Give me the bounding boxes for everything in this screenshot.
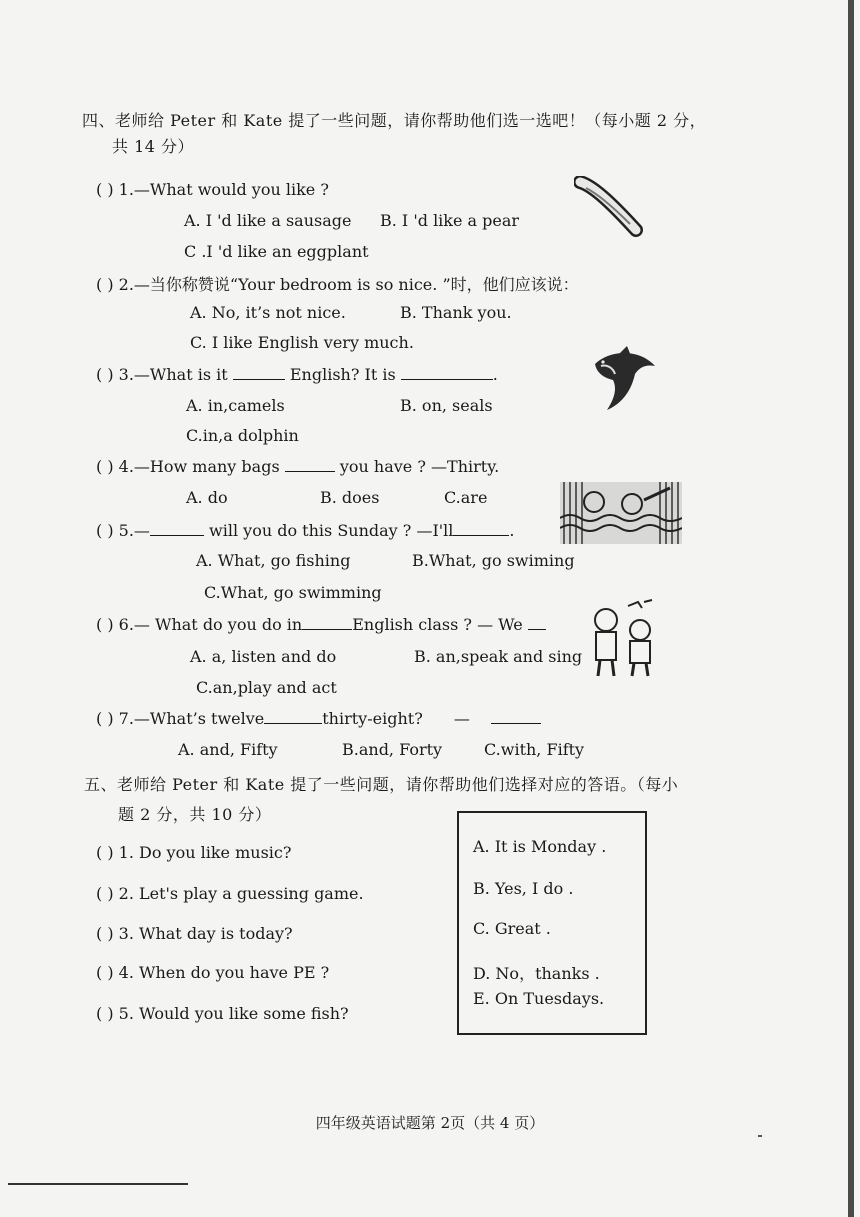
scan-edge-shadow <box>848 0 854 1217</box>
q4-2-stem: ( ) 2.—当你称赞说“Your bedroom is so nice. ”时，他们应该说： <box>96 275 579 294</box>
q4-7-option-a: A. and, Fifty <box>178 740 278 759</box>
answer-e: E. On Tuesdays. <box>473 989 605 1008</box>
q4-5-blank-2[interactable] <box>453 521 509 536</box>
answer-c: C. Great . <box>473 919 551 938</box>
q4-3-stem-part1: ( ) 3.—What is it <box>96 365 228 384</box>
q4-7-option-b: B.and, Forty <box>342 740 443 759</box>
q5-2: ( ) 2. Let's play a guessing game. <box>96 884 364 903</box>
q4-7-blank-2[interactable] <box>491 709 541 724</box>
q4-3-stem-part2: English? It is <box>289 365 396 384</box>
q4-5-stem-part2: will you do this Sunday ? —I'll <box>209 521 454 540</box>
answer-b: B. Yes, I do . <box>473 879 574 898</box>
q4-6-option-b: B. an,speak and sing <box>414 647 583 666</box>
q4-2-option-a: A. No, it’s not nice. <box>190 303 346 322</box>
dolphin-illustration <box>585 344 661 414</box>
q4-1-stem: ( ) 1.—What would you like ? <box>96 180 329 199</box>
q4-3-option-b: B. on, seals <box>400 396 493 415</box>
q4-4-blank[interactable] <box>285 457 335 472</box>
q4-5-option-c: C.What, go swimming <box>204 583 382 602</box>
section5-title-line1: 五、老师给 Peter 和 Kate 提了一些问题，请你帮助他们选择对应的答语。（每小 <box>84 775 679 794</box>
q4-1-option-b: B. I 'd like a pear <box>380 211 520 230</box>
kids-singing-illustration <box>584 596 664 680</box>
answer-options-box <box>457 811 647 1035</box>
q4-4-stem-part1: ( ) 4.—How many bags <box>96 457 280 476</box>
q4-5-stem <box>96 521 515 540</box>
q4-3-blank-2[interactable] <box>401 365 493 380</box>
q4-7-option-c: C.with, Fifty <box>484 740 585 759</box>
q4-6-blank-1[interactable] <box>302 615 352 630</box>
q4-6-blank-2[interactable] <box>528 615 546 630</box>
q4-3-stem-part3: . <box>492 365 498 384</box>
q5-5: ( ) 5. Would you like some fish? <box>96 1004 349 1023</box>
q4-7-stem <box>96 709 541 728</box>
bottom-rule <box>8 1183 188 1185</box>
q4-3-blank-1[interactable] <box>233 365 285 380</box>
scan-speck <box>758 1135 762 1137</box>
q4-6-option-a: A. a, listen and do <box>190 647 337 666</box>
q4-6-stem-part2: English class ? — We <box>352 615 523 634</box>
q4-7-blank-1[interactable] <box>264 709 322 724</box>
section5-title-line2: 题 2 分，共 10 分） <box>118 805 272 824</box>
q4-4-option-b: B. does <box>320 488 380 507</box>
q4-1-option-a: A. I 'd like a sausage <box>184 211 352 230</box>
q4-1-option-c: C .I 'd like an eggplant <box>184 242 369 261</box>
q4-2-option-c: C. I like English very much. <box>190 333 414 352</box>
q5-1: ( ) 1. Do you like music? <box>96 843 292 862</box>
q4-5-option-a: A. What, go fishing <box>196 551 351 570</box>
q4-6-stem <box>96 615 546 634</box>
q4-3-stem <box>96 365 498 384</box>
q4-4-stem-part2: you have ? —Thirty. <box>339 457 500 476</box>
q4-2-option-b: B. Thank you. <box>400 303 512 322</box>
q4-5-option-b: B.What, go swiming <box>412 551 575 570</box>
page-footer: 四年级英语试题第 2页（共 4 页） <box>315 1114 545 1132</box>
q4-5-stem-part1: ( ) 5.— <box>96 521 150 540</box>
q4-4-option-c: C.are <box>444 488 488 507</box>
q4-3-option-a: A. in,camels <box>186 396 285 415</box>
answer-a: A. It is Monday . <box>473 837 607 856</box>
q4-7-stem-part1: ( ) 7.—What’s twelve <box>96 709 265 728</box>
q4-5-stem-part3: . <box>509 521 515 540</box>
q4-5-blank-1[interactable] <box>150 521 204 536</box>
section4-title-line1: 四、老师给 Peter 和 Kate 提了一些问题，请你帮助他们选一选吧！（每小题 2 分， <box>82 111 707 130</box>
q4-4-stem <box>96 457 499 476</box>
q4-7-stem-part2: thirty-eight? <box>322 709 423 728</box>
q5-3: ( ) 3. What day is today? <box>96 924 293 943</box>
q4-6-option-c: C.an,play and act <box>196 678 337 697</box>
sausage-illustration <box>574 176 644 240</box>
q4-3-option-c: C.in,a dolphin <box>186 426 299 445</box>
answer-d: D. No，thanks . <box>473 964 600 983</box>
section4-title-line2: 共 14 分） <box>112 137 195 156</box>
q4-4-option-a: A. do <box>186 488 228 507</box>
swimmers-illustration <box>560 482 682 544</box>
q5-4: ( ) 4. When do you have PE ? <box>96 963 330 982</box>
q4-7-stem-part3: — <box>453 709 470 728</box>
q4-6-stem-part1: ( ) 6.— What do you do in <box>96 615 303 634</box>
